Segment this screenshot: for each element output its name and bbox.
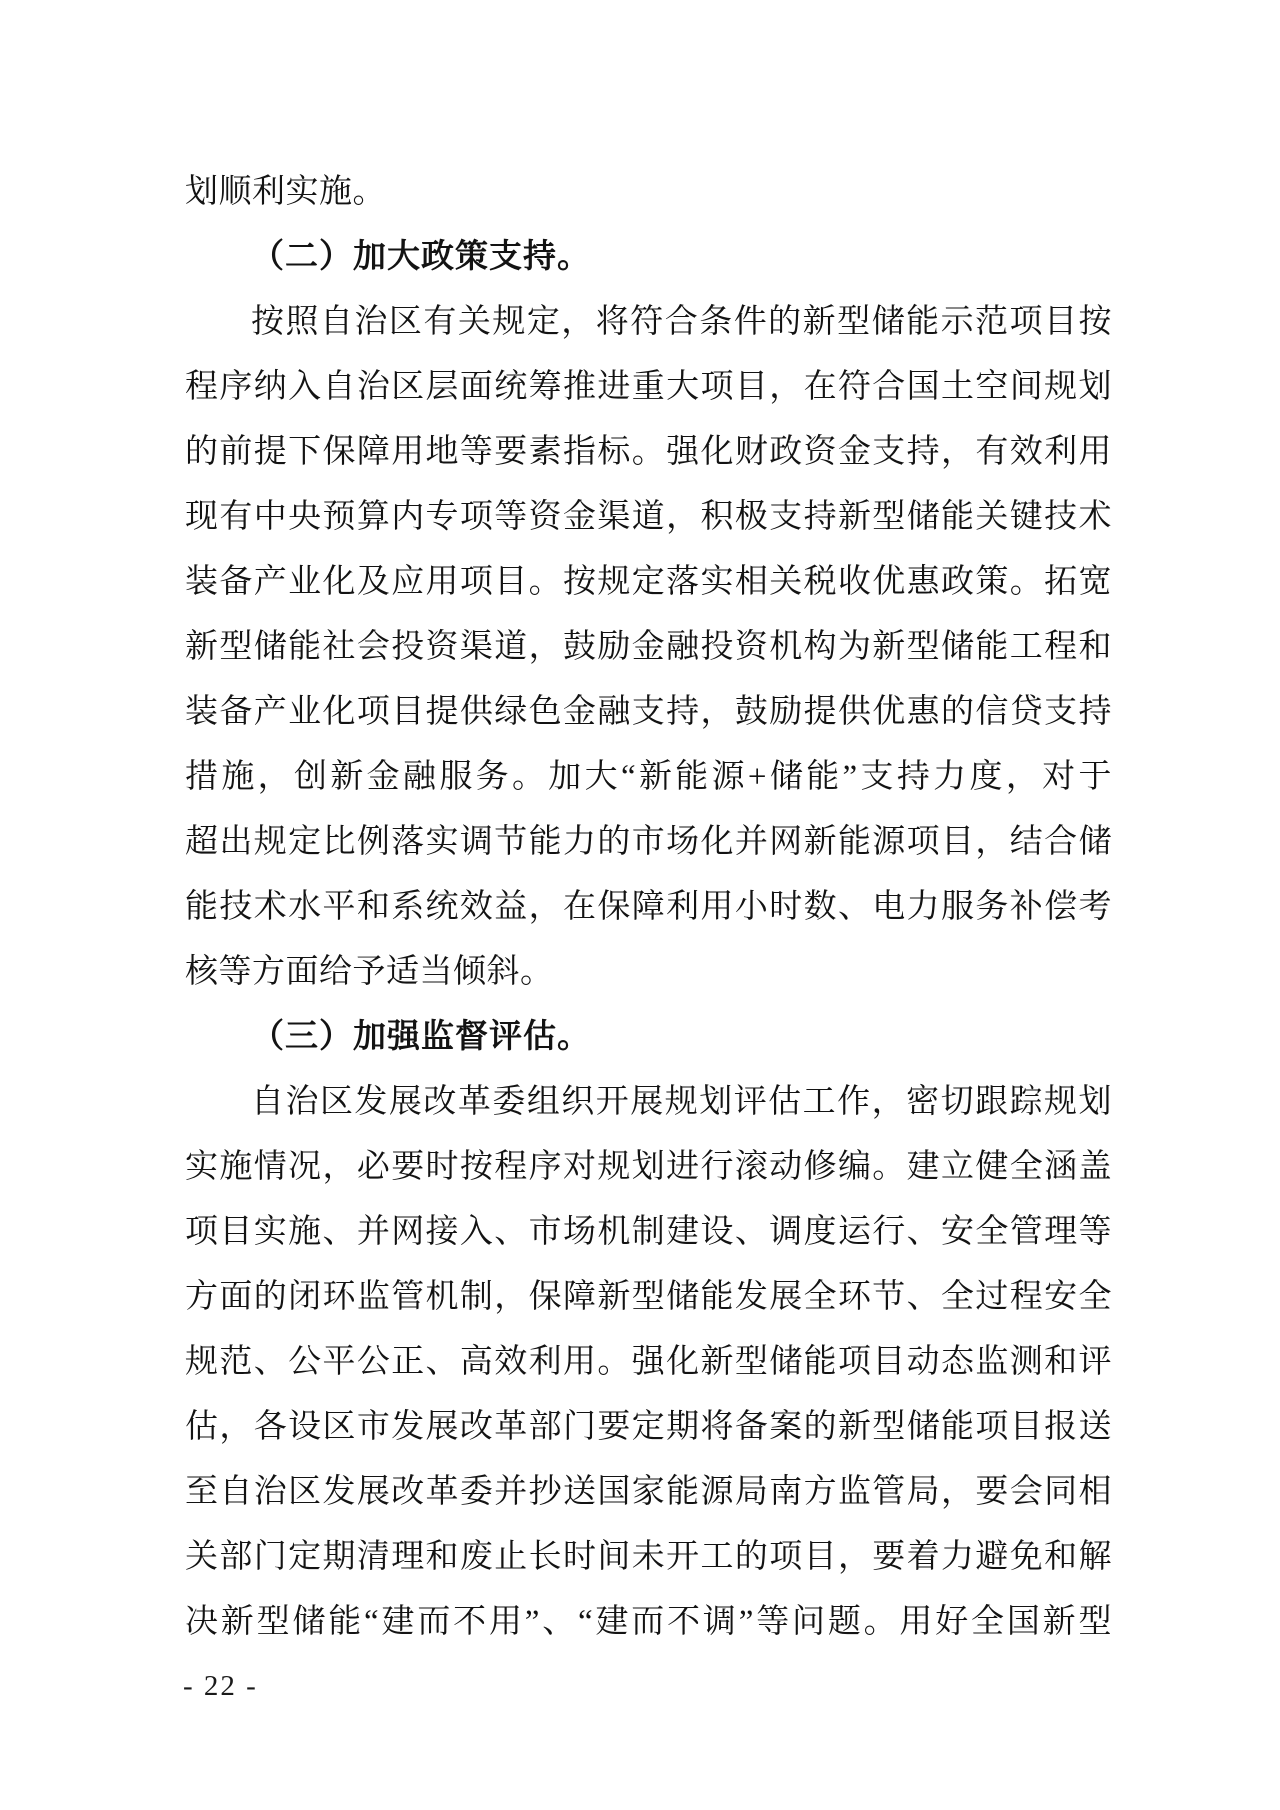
text-line: 能技术水平和系统效益，在保障利用小时数、电力服务补偿考 <box>185 889 1112 925</box>
text-line: 超出规定比例落实调节能力的市场化并网新能源项目，结合储 <box>185 824 1112 860</box>
text-line: 实施情况，必要时按程序对规划进行滚动修编。建立健全涵盖 <box>185 1149 1112 1185</box>
text-line: 装备产业化及应用项目。按规定落实相关税收优惠政策。拓宽 <box>185 564 1112 600</box>
text-line: 核等方面给予适当倾斜。 <box>185 954 554 990</box>
text-line: 决新型储能“建而不用”、“建而不调”等问题。用好全国新型 <box>185 1604 1112 1640</box>
text-line: 措施，创新金融服务。加大“新能源+储能”支持力度，对于 <box>185 759 1112 795</box>
text-line: 现有中央预算内专项等资金渠道，积极支持新型储能关键技术 <box>185 499 1112 535</box>
section-heading: （二）加大政策支持。 <box>251 239 591 275</box>
document-body <box>185 160 1112 1655</box>
section-heading: （三）加强监督评估。 <box>251 1019 591 1055</box>
text-line: 按照自治区有关规定，将符合条件的新型储能示范项目按 <box>251 304 1112 340</box>
text-line: 至自治区发展改革委并抄送国家能源局南方监管局，要会同相 <box>185 1474 1112 1510</box>
text-line: 装备产业化项目提供绿色金融支持，鼓励提供优惠的信贷支持 <box>185 694 1112 730</box>
text-line: 划顺利实施。 <box>185 174 386 210</box>
text-line: 新型储能社会投资渠道，鼓励金融投资机构为新型储能工程和 <box>185 629 1112 665</box>
text-line: 估，各设区市发展改革部门要定期将备案的新型储能项目报送 <box>185 1409 1112 1445</box>
text-line: 方面的闭环监管机制，保障新型储能发展全环节、全过程安全 <box>185 1279 1112 1315</box>
text-line: 自治区发展改革委组织开展规划评估工作，密切跟踪规划 <box>251 1084 1112 1120</box>
page-footer <box>183 1654 258 1719</box>
text-line: 的前提下保障用地等要素指标。强化财政资金支持，有效利用 <box>185 434 1112 470</box>
text-line: 规范、公平公正、高效利用。强化新型储能项目动态监测和评 <box>185 1344 1112 1380</box>
text-line: 关部门定期清理和废止长时间未开工的项目，要着力避免和解 <box>185 1539 1112 1575</box>
text-line: 程序纳入自治区层面统筹推进重大项目，在符合国土空间规划 <box>185 369 1112 405</box>
text-line: 项目实施、并网接入、市场机制建设、调度运行、安全管理等 <box>185 1214 1112 1250</box>
page-number: - 22 - <box>183 1670 258 1702</box>
